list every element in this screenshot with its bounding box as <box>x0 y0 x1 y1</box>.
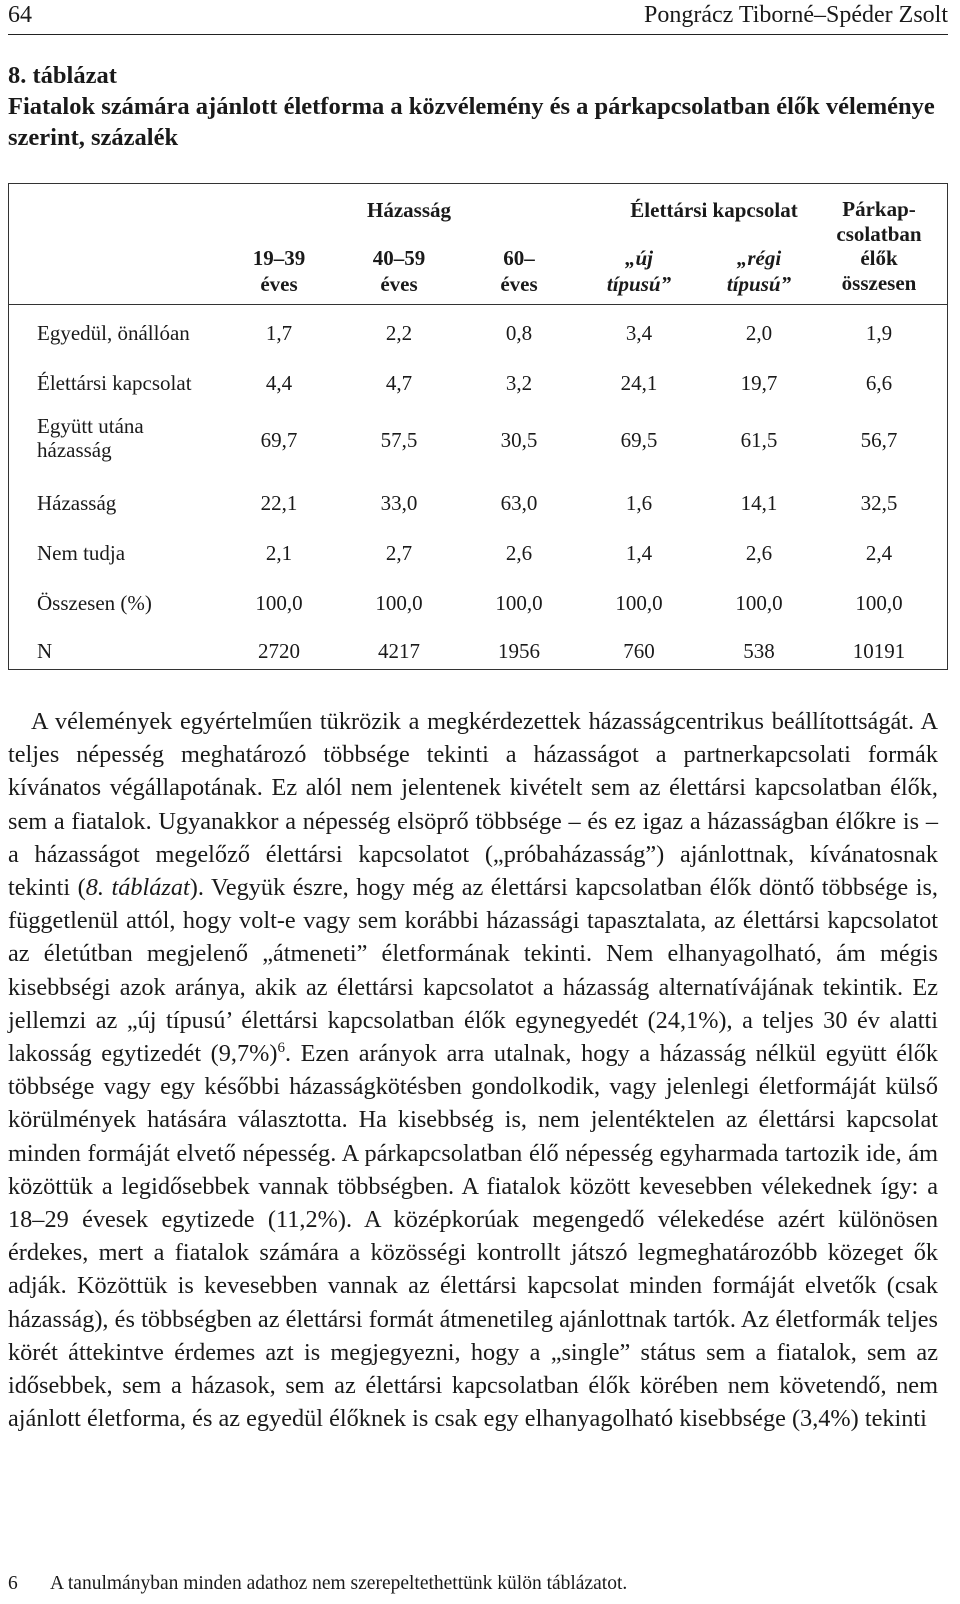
row-label <box>37 414 144 462</box>
table-number: 8. táblázat <box>8 62 117 89</box>
paragraph-text: . Ezen arányok arra utalnak, hogy a házasság nélkül együtt élők többsége vagy egy későbbi házasságkötésben gondolkodik, vagy jelenlegi életformáját külső körülmények hatására választotta. Ha kisebbség is, nem jelentéktelen az élettársi kapcsolat minden formáját elvető népesség. A párkapcsolatban élő népesség egyharmada tartozik ide, ám közöttük a legidősebbek vannak többségben. A fiatalok között kevesebben vélekednek így: a 18–29 évesek egytizede (11,2%). A középkorúak megengedő vélekedése azért különösen érdekes, mert a fiatalok számára a közösségi kontrollt játszó legmeghatározóbb közeget ők adják. Közöttük is kevesebben vannak az élettársi kapcsolat minden formáját elvetők (csak házasság), és többségben az élettársi formát átmenetileg ajánlottnak tartók. Az életformák teljes körét áttekintve érdemes azt is megjegyezni, hogy a „single” státus sem a fiatalok, sem az idősebbek, sem a házasok, sem az élettársi kapcsolatban élők körében nem követendő, nem ajánlott életforma, és az egyedül élőknek is csak egy elhanyagolható kisebbsége (3,4%) tekinti <box>8 1040 939 1433</box>
row-label: Házasság <box>37 491 117 515</box>
table-cell: 57,5 <box>380 428 418 452</box>
table-cell: 4,7 <box>385 371 413 395</box>
table-cell: 100,0 <box>855 591 903 615</box>
author-names: Pongrácz Tiborné–Spéder Zsolt <box>644 2 948 28</box>
table-cell: 3,4 <box>625 321 653 345</box>
col-header-19-39 <box>219 245 339 297</box>
paragraph-text: ). Vegyük észre, hogy még az élettársi kapcsolatban élők döntő többsége is, függetlenül attól, hogy volt-e vagy sem korábbi házassági tapasztalata, az élettársi kapcsolatot az életútban megjelenő „átmeneti” életformának tekinti. Nem elhanyagolható, ám mégis kisebbségi azok aránya, akik az élettársi kapcsolatot a házasság alternatívájának tekintik. Ez jellemzi az „új típusú’ élettársi kapcsolatban élők egynegyedét (24,1%), a teljes 30 év alatti lakosság egytizedét (9,7%) <box>8 874 938 1068</box>
col-header-old-type <box>699 245 819 297</box>
table-title: Fiatalok számára ajánlott életforma a közvélemény és a párkapcsolatban élők véleménye szerint, százalék <box>8 93 935 151</box>
table-cell: 1956 <box>498 639 540 663</box>
table-cell: 4217 <box>378 639 420 663</box>
col-header-line: 60– <box>503 246 535 270</box>
col-header-line: éves <box>260 272 298 296</box>
table-cell: 6,6 <box>865 371 893 395</box>
table-cell: 0,8 <box>505 321 533 345</box>
table-cell: 56,7 <box>860 428 898 452</box>
table-cell: 1,4 <box>625 541 653 565</box>
table-cell: 2,6 <box>745 541 773 565</box>
footnote-number: 6 <box>8 1573 18 1594</box>
table-row <box>9 408 947 468</box>
table-cell: 1,7 <box>265 321 293 345</box>
table-cell: 14,1 <box>740 491 778 515</box>
header-rule <box>9 304 947 305</box>
partners-header-line: összesen <box>841 270 917 295</box>
table-row <box>9 308 947 358</box>
table-cell: 4,4 <box>265 371 293 395</box>
paragraph <box>8 705 938 1435</box>
table-cell: 2,7 <box>385 541 413 565</box>
row-label: Összesen (%) <box>37 591 152 615</box>
col-header-line: típusú” <box>606 272 672 296</box>
col-header-line: „régi <box>736 246 782 270</box>
row-label-line: Együtt utána <box>37 414 144 438</box>
col-header-40-59 <box>339 245 459 297</box>
table-row <box>9 358 947 408</box>
row-label-line: házasság <box>37 438 112 462</box>
table-cell: 32,5 <box>860 491 898 515</box>
row-label: Élettársi kapcsolat <box>37 371 192 395</box>
table-row <box>9 528 947 578</box>
table-cell: 22,1 <box>260 491 298 515</box>
table-row <box>9 626 947 676</box>
table-cell: 100,0 <box>735 591 783 615</box>
table-cell: 69,7 <box>260 428 298 452</box>
col-header-line: 19–39 <box>252 246 306 270</box>
table-cell: 69,5 <box>620 428 658 452</box>
footnote-text: A tanulmányban minden adathoz nem szerepeltethettünk külön táblázatot. <box>50 1573 628 1594</box>
table-cell: 760 <box>623 639 655 663</box>
paragraph-text: A vélemények egyértelműen tükrözik a megkérdezettek házasságcentrikus beállítottságát. A teljes népesség meghatározó többsége tekinti a házasságot a partnerkapcsolati formák kívánatos végállapotának. Ez alól nem jelentenek kivételt sem az élettársi kapcsolatban élők, sem a fiatalok. Ugyanakkor a népesség elsöprő többsége – és ez igaz a házasságban élőkre is – a házasságot megelőző élettársi kapcsolatot („próbaházasság”) ajánlottnak, kívánatosnak tekinti ( <box>8 708 938 902</box>
table-cell: 61,5 <box>740 428 778 452</box>
col-header-line: éves <box>500 272 538 296</box>
data-table <box>8 183 948 670</box>
table-cell: 1,6 <box>625 491 653 515</box>
group-header-cohabitation: Élettársi kapcsolat <box>630 198 798 222</box>
table-cell: 538 <box>743 639 775 663</box>
table-cell: 2,4 <box>865 541 893 565</box>
table-cell: 30,5 <box>500 428 538 452</box>
table-cell: 2,6 <box>505 541 533 565</box>
running-header <box>8 0 948 35</box>
col-header-line: típusú” <box>726 272 792 296</box>
partners-header-line: Párkap- <box>842 197 916 221</box>
table-cell: 2,2 <box>385 321 413 345</box>
row-label: Egyedül, önállóan <box>37 321 190 345</box>
table-cell: 2720 <box>258 639 300 663</box>
table-reference: 8. táblázat <box>85 874 190 902</box>
table-row <box>9 478 947 528</box>
page-number: 64 <box>8 2 32 28</box>
table-cell: 100,0 <box>495 591 543 615</box>
table-cell: 3,2 <box>505 371 533 395</box>
table-cell: 100,0 <box>255 591 303 615</box>
table-cell: 33,0 <box>380 491 418 515</box>
group-header-partners-total <box>809 197 949 295</box>
group-header-marriage: Házasság <box>367 198 451 222</box>
col-header-line: éves <box>380 272 418 296</box>
footnote-mark: 6 <box>277 1039 285 1056</box>
table-cell: 19,7 <box>740 371 778 395</box>
row-label: N <box>37 639 53 663</box>
col-header-new-type <box>579 245 699 297</box>
table-cell: 24,1 <box>620 371 658 395</box>
table-cell: 10191 <box>852 639 906 663</box>
table-cell: 1,9 <box>865 321 893 345</box>
table-row <box>9 578 947 628</box>
col-header-line: 40–59 <box>372 246 426 270</box>
table-cell: 2,0 <box>745 321 773 345</box>
col-header-60-plus <box>459 245 579 297</box>
table-cell: 100,0 <box>615 591 663 615</box>
table-cell: 100,0 <box>375 591 423 615</box>
table-caption <box>8 60 948 153</box>
body-text <box>8 705 938 1435</box>
table-cell: 2,1 <box>265 541 293 565</box>
row-label: Nem tudja <box>37 541 126 565</box>
partners-header-line: élők <box>860 246 898 270</box>
table-cell: 63,0 <box>500 491 538 515</box>
partners-header-line: csolatban <box>836 221 922 246</box>
col-header-line: „új <box>624 246 653 270</box>
